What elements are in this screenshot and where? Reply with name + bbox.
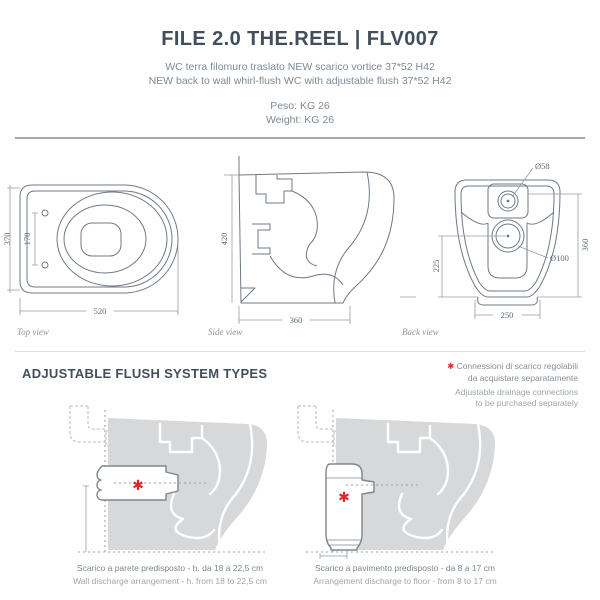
dim-inlet-diameter: Ø58 — [535, 161, 550, 171]
dim-back-inlet-height: 360 — [580, 238, 590, 252]
caption-english: Arrangement discharge to floor - from 8 to 17 cm — [313, 575, 497, 586]
wall-discharge-caption — [40, 562, 300, 587]
caption-italian: Scarico a parete predisposto - h. da 18 a 22,5 cm — [76, 563, 264, 573]
dim-back-base-width: 250 — [500, 310, 514, 320]
back-view-body — [455, 180, 560, 305]
dim-back-outlet-height: 225 — [431, 259, 441, 273]
top-view-dimension-lines — [7, 185, 178, 315]
top-view-drawing — [2, 148, 192, 343]
dim-side-depth: 360 — [289, 315, 303, 325]
wall-discharge-diagram — [62, 402, 272, 560]
seat-bolt-hole — [42, 210, 48, 216]
subtitle-italian: WC terra filomuro traslato NEW scarico vortice 37*52 H42 — [165, 61, 435, 73]
flush-section-heading: ADJUSTABLE FLUSH SYSTEM TYPES — [22, 366, 268, 381]
top-section-divider — [15, 137, 585, 139]
side-view-body — [239, 156, 394, 303]
seat-bolt-hole — [42, 262, 48, 268]
floor-range-bracket — [320, 553, 347, 559]
red-asterisk-icon: ✱ — [447, 362, 455, 372]
floor-discharge-diagram — [290, 402, 500, 560]
product-title: FILE 2.0 THE.REEL | FLV007 — [161, 28, 439, 50]
back-view-drawing — [400, 148, 600, 343]
height-reference-line — [83, 486, 89, 552]
side-view-label: Side view — [208, 327, 243, 337]
dim-top-depth: 370 — [2, 232, 12, 246]
weight-italian: Peso: KG 26 — [270, 100, 330, 112]
dim-top-width: 520 — [93, 306, 107, 316]
note-english-line2: to be purchased separately — [475, 398, 578, 408]
caption-italian: Scarico a pavimento predisposto - da 8 a 17 cm — [314, 563, 495, 573]
floor-discharge-caption — [275, 562, 535, 587]
top-view-body — [20, 185, 178, 293]
back-view-label: Back view — [402, 327, 439, 337]
flush-section-divider — [15, 351, 585, 352]
dim-side-height: 420 — [219, 232, 229, 246]
dim-outlet-diameter: Ø100 — [550, 253, 569, 263]
red-asterisk-icon: ✱ — [132, 478, 144, 494]
note-italian-line1: Connessioni di scarico regolabili — [456, 361, 578, 371]
top-view-label: Top view — [17, 327, 49, 337]
side-view-dimension-lines — [224, 175, 350, 324]
dim-seat-hole-spacing: 170 — [22, 232, 32, 246]
weight-english: Weight: KG 26 — [265, 114, 335, 126]
note-italian-line2: da acquistare separatamente — [467, 373, 578, 383]
subtitle-english: NEW back to wall whirl-flush WC with adjustable flush 37*52 H42 — [148, 75, 452, 87]
side-view-drawing — [200, 148, 400, 343]
note-english-line1: Adjustable drainage connections — [455, 387, 578, 397]
caption-english: Wall discharge arrangement - h. from 18 to 22,5 cm — [73, 575, 267, 586]
red-asterisk-icon: ✱ — [338, 490, 350, 506]
